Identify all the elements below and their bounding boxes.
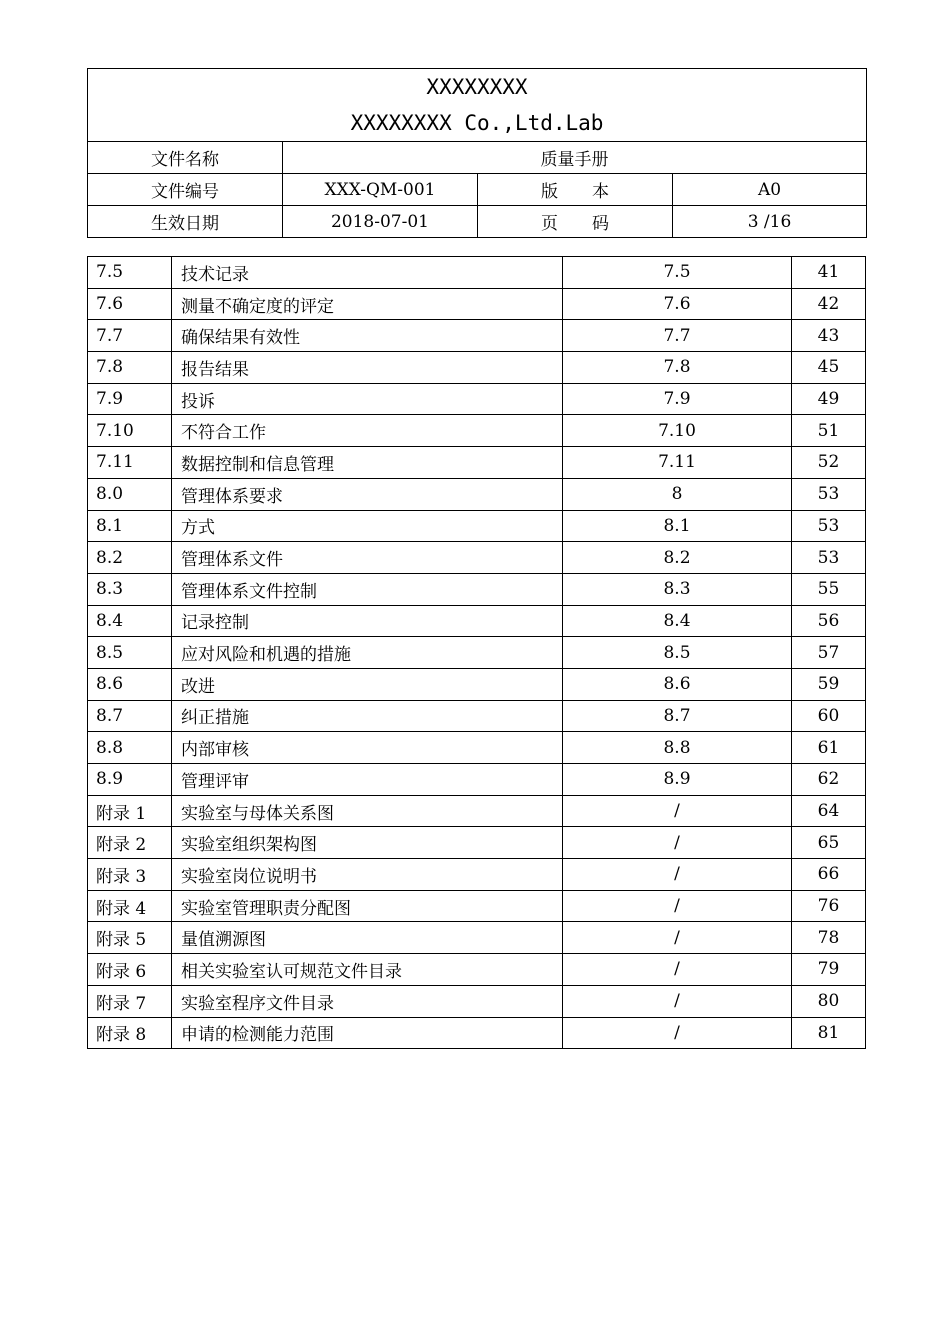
toc-title: 实验室程序文件目录 — [172, 985, 563, 1017]
toc-number: 7.11 — [88, 447, 172, 479]
toc-number: 附录 2 — [88, 827, 172, 859]
toc-title: 实验室岗位说明书 — [172, 859, 563, 891]
lab-title: XXXXXXXX Co.,Ltd.Lab — [350, 111, 604, 135]
toc-page: 41 — [792, 257, 866, 289]
toc-title: 内部审核 — [172, 732, 563, 764]
effective-date-label: 生效日期 — [88, 206, 283, 238]
toc-number: 7.10 — [88, 415, 172, 447]
toc-section: 8.2 — [563, 542, 792, 574]
table-row — [88, 383, 866, 415]
version-value: A0 — [673, 174, 867, 206]
table-row — [88, 510, 866, 542]
toc-section: 8.5 — [563, 637, 792, 669]
table-row — [88, 668, 866, 700]
toc-section: / — [563, 827, 792, 859]
toc-section: 8.6 — [563, 668, 792, 700]
toc-title: 记录控制 — [172, 605, 563, 637]
toc-number: 8.8 — [88, 732, 172, 764]
toc-page: 79 — [792, 954, 866, 986]
toc-number: 附录 7 — [88, 985, 172, 1017]
page-value: 3 /16 — [673, 206, 867, 238]
toc-title: 实验室管理职责分配图 — [172, 890, 563, 922]
toc-section: 7.6 — [563, 288, 792, 320]
page-label: 页 码 — [478, 206, 673, 238]
toc-page: 60 — [792, 700, 866, 732]
toc-title: 相关实验室认可规范文件目录 — [172, 954, 563, 986]
table-row — [88, 764, 866, 796]
toc-title: 管理评审 — [172, 764, 563, 796]
toc-page: 66 — [792, 859, 866, 891]
toc-page: 57 — [792, 637, 866, 669]
toc-number: 附录 5 — [88, 922, 172, 954]
table-row — [88, 257, 866, 289]
toc-title: 申请的检测能力范围 — [172, 1017, 563, 1049]
toc-section: 8.8 — [563, 732, 792, 764]
toc-number: 7.8 — [88, 352, 172, 384]
toc-page: 56 — [792, 605, 866, 637]
table-row — [88, 827, 866, 859]
toc-title: 报告结果 — [172, 352, 563, 384]
toc-page: 53 — [792, 478, 866, 510]
table-row — [88, 795, 866, 827]
toc-section: / — [563, 890, 792, 922]
toc-section: 8.4 — [563, 605, 792, 637]
doc-name-label: 文件名称 — [88, 142, 283, 174]
table-row — [88, 859, 866, 891]
toc-section: 7.9 — [563, 383, 792, 415]
toc-number: 附录 1 — [88, 795, 172, 827]
effective-date-value: 2018-07-01 — [283, 206, 478, 238]
toc-number: 附录 6 — [88, 954, 172, 986]
table-row — [88, 605, 866, 637]
toc-page: 62 — [792, 764, 866, 796]
toc-number: 7.7 — [88, 320, 172, 352]
table-of-contents — [87, 256, 866, 1049]
document-header-table — [87, 68, 867, 238]
toc-title: 数据控制和信息管理 — [172, 447, 563, 479]
doc-no-value: XXX-QM-001 — [283, 174, 478, 206]
toc-page: 42 — [792, 288, 866, 320]
toc-section: 7.8 — [563, 352, 792, 384]
table-row — [88, 985, 866, 1017]
toc-section: 7.11 — [563, 447, 792, 479]
toc-title: 量值溯源图 — [172, 922, 563, 954]
toc-title: 管理体系文件 — [172, 542, 563, 574]
toc-title: 不符合工作 — [172, 415, 563, 447]
toc-page: 78 — [792, 922, 866, 954]
doc-name-value: 质量手册 — [283, 142, 867, 174]
toc-section: 8.7 — [563, 700, 792, 732]
table-row — [88, 954, 866, 986]
toc-body — [88, 257, 866, 1049]
toc-page: 64 — [792, 795, 866, 827]
version-label: 版 本 — [478, 174, 673, 206]
toc-section: / — [563, 985, 792, 1017]
toc-title: 测量不确定度的评定 — [172, 288, 563, 320]
toc-page: 49 — [792, 383, 866, 415]
table-row — [88, 637, 866, 669]
table-row — [88, 542, 866, 574]
toc-title: 应对风险和机遇的措施 — [172, 637, 563, 669]
table-row — [88, 352, 866, 384]
toc-section: 8 — [563, 478, 792, 510]
toc-number: 8.5 — [88, 637, 172, 669]
toc-number: 8.4 — [88, 605, 172, 637]
table-row — [88, 478, 866, 510]
toc-number: 8.7 — [88, 700, 172, 732]
toc-number: 8.1 — [88, 510, 172, 542]
toc-page: 81 — [792, 1017, 866, 1049]
toc-title: 改进 — [172, 668, 563, 700]
toc-page: 53 — [792, 510, 866, 542]
toc-number: 附录 3 — [88, 859, 172, 891]
table-row — [88, 288, 866, 320]
toc-section: / — [563, 1017, 792, 1049]
table-row — [88, 320, 866, 352]
toc-number: 附录 4 — [88, 890, 172, 922]
table-row — [88, 447, 866, 479]
table-row — [88, 573, 866, 605]
toc-title: 实验室组织架构图 — [172, 827, 563, 859]
toc-section: / — [563, 954, 792, 986]
toc-number: 7.6 — [88, 288, 172, 320]
toc-number: 8.9 — [88, 764, 172, 796]
toc-number: 附录 8 — [88, 1017, 172, 1049]
toc-section: / — [563, 795, 792, 827]
table-row — [88, 922, 866, 954]
toc-page: 55 — [792, 573, 866, 605]
toc-section: 8.9 — [563, 764, 792, 796]
table-row — [88, 732, 866, 764]
toc-page: 52 — [792, 447, 866, 479]
toc-title: 实验室与母体关系图 — [172, 795, 563, 827]
table-row — [88, 700, 866, 732]
toc-page: 76 — [792, 890, 866, 922]
toc-section: 8.1 — [563, 510, 792, 542]
doc-no-label: 文件编号 — [88, 174, 283, 206]
toc-number: 7.5 — [88, 257, 172, 289]
toc-title: 纠正措施 — [172, 700, 563, 732]
toc-section: 7.7 — [563, 320, 792, 352]
toc-section: / — [563, 922, 792, 954]
toc-section: / — [563, 859, 792, 891]
table-row — [88, 1017, 866, 1049]
toc-page: 59 — [792, 668, 866, 700]
header-title-cell — [88, 69, 867, 142]
toc-number: 8.0 — [88, 478, 172, 510]
toc-page: 53 — [792, 542, 866, 574]
toc-title: 管理体系要求 — [172, 478, 563, 510]
toc-section: 8.3 — [563, 573, 792, 605]
table-row — [88, 890, 866, 922]
toc-page: 61 — [792, 732, 866, 764]
toc-title: 投诉 — [172, 383, 563, 415]
company-title: XXXXXXXX — [426, 75, 528, 99]
toc-page: 80 — [792, 985, 866, 1017]
toc-number: 8.6 — [88, 668, 172, 700]
table-row — [88, 415, 866, 447]
toc-section: 7.10 — [563, 415, 792, 447]
toc-page: 43 — [792, 320, 866, 352]
toc-title: 技术记录 — [172, 257, 563, 289]
toc-number: 7.9 — [88, 383, 172, 415]
toc-title: 管理体系文件控制 — [172, 573, 563, 605]
toc-number: 8.2 — [88, 542, 172, 574]
toc-title: 方式 — [172, 510, 563, 542]
toc-page: 45 — [792, 352, 866, 384]
toc-page: 51 — [792, 415, 866, 447]
toc-section: 7.5 — [563, 257, 792, 289]
toc-number: 8.3 — [88, 573, 172, 605]
toc-title: 确保结果有效性 — [172, 320, 563, 352]
toc-page: 65 — [792, 827, 866, 859]
